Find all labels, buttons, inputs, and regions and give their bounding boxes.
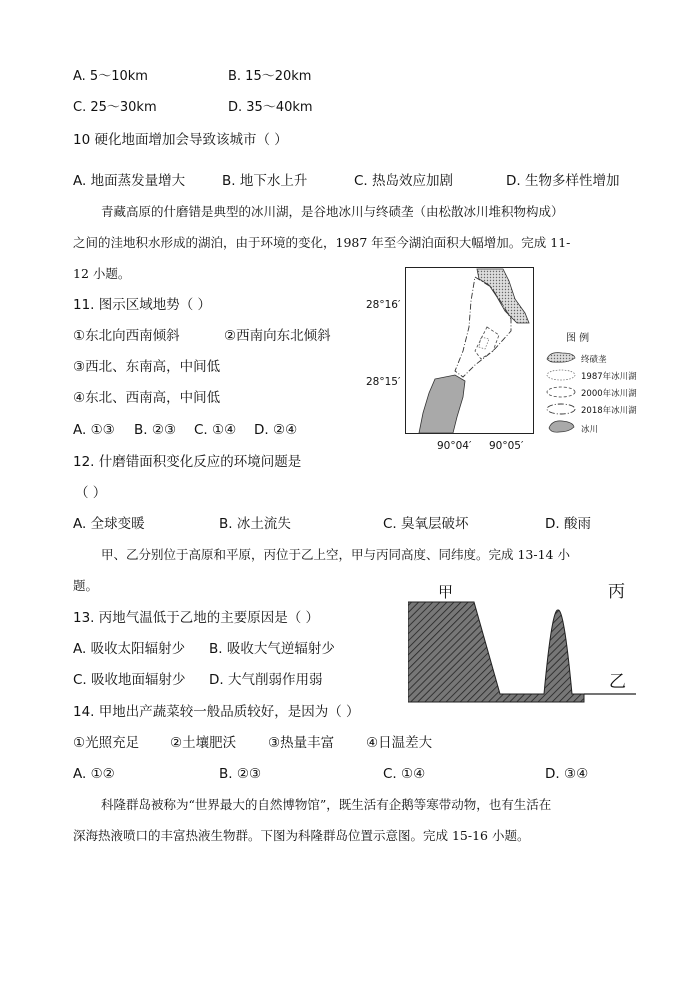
q13-option-c: C. 吸收地面辐射少: [73, 672, 186, 688]
legend-title: 图 例: [566, 333, 590, 344]
q13-option-b: B. 吸收大气逆辐射少: [209, 641, 335, 657]
legend-symbols: [544, 348, 580, 438]
q10-stem: 10 硬化地面增加会导致该城市（ ）: [73, 132, 288, 148]
q11-option-b: B. ②③: [134, 422, 177, 438]
q14-statement-2: ②土壤肥沃: [170, 735, 237, 751]
q12-paren: （ ）: [75, 485, 107, 501]
q13-option-d: D. 大气削弱作用弱: [209, 672, 323, 688]
legend-lake-2000-symbol: [547, 387, 575, 397]
q14-statement-3: ③热量丰富: [268, 735, 335, 751]
q14-option-c: C. ①④: [383, 766, 426, 782]
q12-option-d: D. 酸雨: [545, 516, 591, 532]
q13-stem: 13. 丙地气温低于乙地的主要原因是（ ）: [73, 610, 320, 626]
legend-glacier-symbol: [549, 421, 574, 432]
legend-lake-2018-symbol: [547, 404, 575, 414]
q13-option-a: A. 吸收太阳辐射少: [73, 641, 186, 657]
passage-13-14-line2: 题。: [73, 578, 99, 593]
q9-option-d: D. 35～40km: [228, 100, 313, 115]
q14-statement-4: ④日温差大: [366, 735, 433, 751]
terrain-diagram: [408, 598, 636, 706]
q10-option-d: D. 生物多样性增加: [506, 173, 620, 189]
map-lon-west: 90°04′: [437, 440, 472, 452]
passage-11-12-line3: 12 小题。: [73, 266, 131, 281]
terrain-profile: [408, 602, 584, 702]
q14-option-b: B. ②③: [219, 766, 262, 782]
q11-stem: 11. 图示区域地势（ ）: [73, 297, 212, 313]
q9-option-c: C. 25～30km: [73, 100, 157, 115]
q10-option-b: B. 地下水上升: [222, 173, 308, 189]
legend-label-glacier: 冰川: [581, 425, 599, 435]
q14-stem: 14. 甲地出产蔬菜较一般品质较好，是因为（ ）: [73, 704, 360, 720]
q14-option-d: D. ③④: [545, 766, 589, 782]
passage-15-16-line2: 深海热液喷口的丰富热液生物群。下图为科隆群岛位置示意图。完成 15-16 小题。: [73, 828, 530, 843]
q11-option-a: A. ①③: [73, 422, 115, 438]
q11-statement-3: ③西北、东南高，中间低: [73, 359, 221, 375]
passage-11-12-line2: 之间的洼地积水形成的湖泊，由于环境的变化，1987 年至今湖泊面积大幅增加。完成 11-: [73, 235, 571, 250]
q9-option-a: A. 5～10km: [73, 69, 148, 84]
passage-15-16-line1: 科隆群岛被称为“世界最大的自然博物馆”，既生活有企鹅等寒带动物，也有生活在: [101, 797, 552, 812]
legend-label-moraine: 终碛垄: [581, 355, 607, 365]
glacier-lake-map: [405, 267, 535, 435]
map-lat-north: 28°16′: [366, 299, 401, 311]
q11-option-c: C. ①④: [194, 422, 237, 438]
q9-option-b: B. 15～20km: [228, 69, 312, 84]
q11-option-d: D. ②④: [254, 422, 298, 438]
label-jia: 甲: [438, 583, 454, 601]
legend-moraine-symbol: [547, 353, 575, 363]
legend-label-lake-1987: 1987年冰川湖: [581, 372, 637, 382]
legend-label-lake-2018: 2018年冰川湖: [581, 406, 637, 416]
label-yi: 乙: [609, 672, 626, 692]
q11-statement-2: ②西南向东北倾斜: [224, 328, 331, 344]
map-lat-south: 28°15′: [366, 376, 401, 388]
legend-label-lake-2000: 2000年冰川湖: [581, 389, 637, 399]
q11-statement-1: ①东北向西南倾斜: [73, 328, 180, 344]
q12-option-c: C. 臭氧层破坏: [383, 516, 469, 532]
label-bing: 丙: [608, 582, 625, 602]
q14-option-a: A. ①②: [73, 766, 115, 782]
q12-stem: 12. 什磨错面积变化反应的环境问题是: [73, 454, 302, 470]
passage-13-14-line1: 甲、乙分别位于高原和平原，丙位于乙上空，甲与丙同高度、同纬度。完成 13-14 小: [101, 547, 570, 562]
q11-statement-4: ④东北、西南高，中间低: [73, 390, 221, 406]
q10-option-c: C. 热岛效应加剧: [354, 173, 454, 189]
q14-statement-1: ①光照充足: [73, 735, 140, 751]
q12-option-a: A. 全球变暖: [73, 516, 145, 532]
legend-lake-1987-symbol: [547, 370, 575, 380]
q12-option-b: B. 冰土流失: [219, 516, 291, 532]
q10-option-a: A. 地面蒸发量增大: [73, 173, 186, 189]
map-lon-east: 90°05′: [489, 440, 524, 452]
passage-11-12-line1: 青藏高原的什磨错是典型的冰川湖，是谷地冰川与终碛垄（由松散冰川堆积物构成）: [101, 204, 564, 219]
